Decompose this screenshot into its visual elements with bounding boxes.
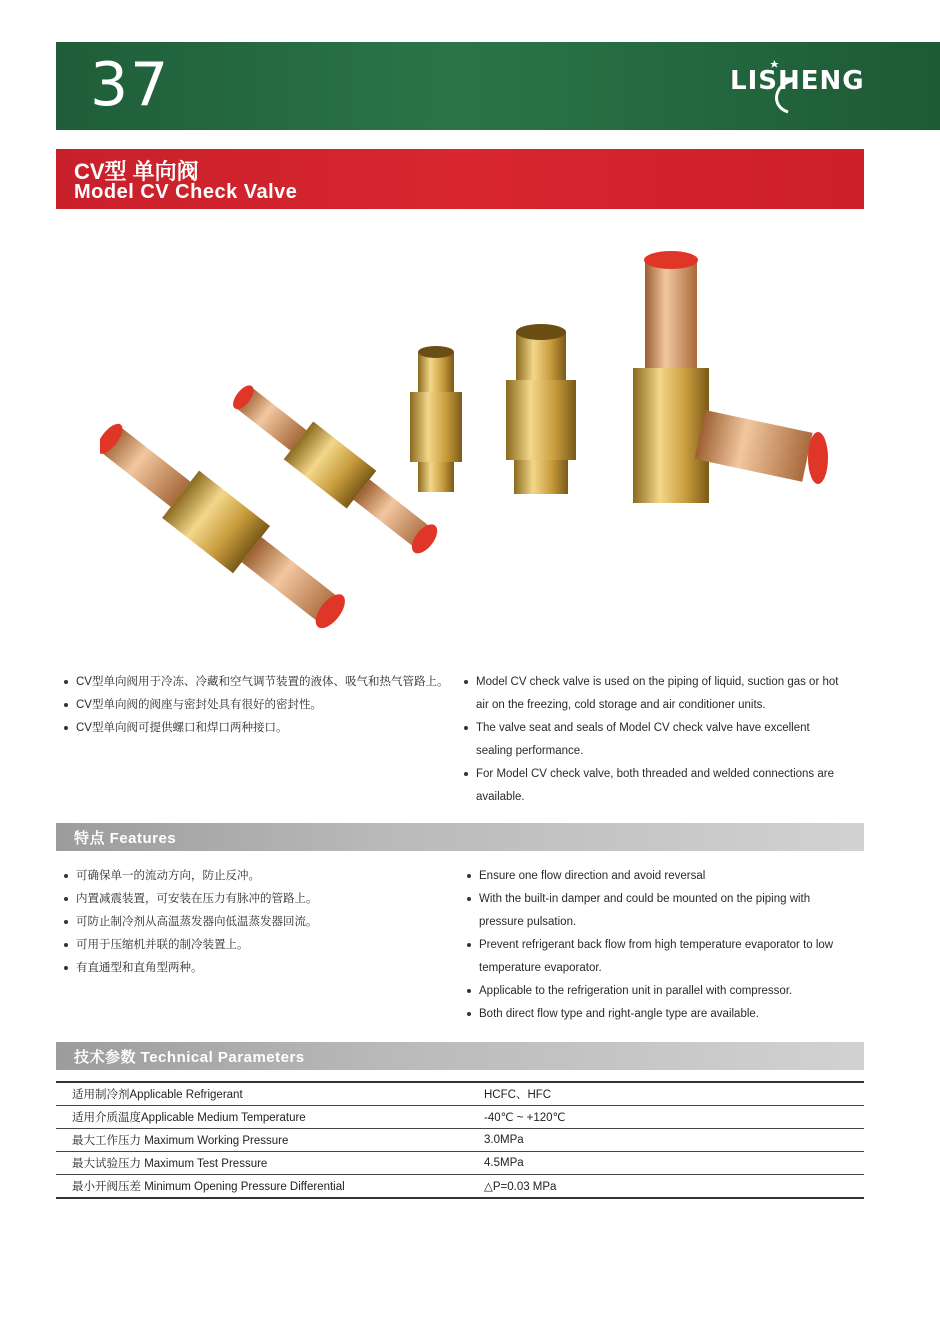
- list-item: 有直通型和直角型两种。: [62, 957, 452, 980]
- parameters-table: [56, 1081, 864, 1199]
- product-photo-check-valves: [100, 240, 860, 640]
- lisheng-logo: [730, 54, 910, 118]
- list-item: Both direct flow type and right-angle type are available.: [465, 1003, 845, 1026]
- param-value: -40℃ ~ +120℃: [474, 1106, 864, 1129]
- table-row: [56, 1106, 864, 1129]
- param-value: 4.5MPa: [474, 1152, 864, 1175]
- page-number: 37: [90, 50, 171, 120]
- list-item: 可用于压缩机并联的制冷装置上。: [62, 934, 452, 957]
- list-item: 可防止制冷剂从高温蒸发器向低温蒸发器回流。: [62, 911, 452, 934]
- features-list-english: [465, 865, 845, 1026]
- param-value: 3.0MPa: [474, 1129, 864, 1152]
- intro-list-english: [462, 671, 842, 809]
- list-item: 内置减震装置，可安装在压力有脉冲的管路上。: [62, 888, 452, 911]
- table-row: [56, 1082, 864, 1106]
- param-label: 适用介质温度Applicable Medium Temperature: [56, 1106, 474, 1129]
- logo-text: LISHENG: [730, 66, 865, 96]
- intro-list-chinese: [62, 671, 452, 740]
- param-label: 最大试验压力 Maximum Test Pressure: [56, 1152, 474, 1175]
- title-english: Model CV Check Valve: [74, 181, 298, 203]
- list-item: The valve seat and seals of Model CV check valve have excellent sealing performance.: [462, 717, 842, 763]
- valve-right-angle-welded: [633, 251, 828, 503]
- list-item: Ensure one flow direction and avoid reversal: [465, 865, 845, 888]
- valve-threaded-large: [506, 324, 576, 494]
- param-value: △P=0.03 MPa: [474, 1175, 864, 1199]
- param-value: HCFC、HFC: [474, 1082, 864, 1106]
- parameters-heading: 技术参数 Technical Parameters: [74, 1049, 305, 1066]
- list-item: CV型单向阀可提供螺口和焊口两种接口。: [62, 717, 452, 740]
- features-list-chinese: [62, 865, 452, 980]
- list-item: Prevent refrigerant back flow from high temperature evaporator to low temperature evaporator.: [465, 934, 845, 980]
- title-chinese: CV型 单向阀: [74, 159, 199, 184]
- list-item: CV型单向阀的阀座与密封处具有很好的密封性。: [62, 694, 452, 717]
- table-row: [56, 1152, 864, 1175]
- list-item: CV型单向阀用于冷冻、冷藏和空气调节装置的液体、吸气和热气管路上。: [62, 671, 452, 694]
- list-item: 可确保单一的流动方向，防止反冲。: [62, 865, 452, 888]
- features-heading: 特点 Features: [74, 830, 177, 847]
- parameters-section-bar: [56, 1042, 864, 1070]
- list-item: For Model CV check valve, both threaded and welded connections are available.: [462, 763, 842, 809]
- valve-threaded-small: [410, 346, 462, 492]
- list-item: Applicable to the refrigeration unit in parallel with compressor.: [465, 980, 845, 1003]
- list-item: Model CV check valve is used on the piping of liquid, suction gas or hot air on the freezing, cold storage and air conditioner units.: [462, 671, 842, 717]
- page-header-band: [56, 42, 940, 130]
- features-section-bar: [56, 823, 864, 851]
- title-band: [56, 149, 864, 209]
- list-item: With the built-in damper and could be mounted on the piping with pressure pulsation.: [465, 888, 845, 934]
- table-row: [56, 1175, 864, 1199]
- table-row: [56, 1129, 864, 1152]
- param-label: 最小开阀压差 Minimum Opening Pressure Differential: [56, 1175, 474, 1199]
- param-label: 适用制冷剂Applicable Refrigerant: [56, 1082, 474, 1106]
- param-label: 最大工作压力 Maximum Working Pressure: [56, 1129, 474, 1152]
